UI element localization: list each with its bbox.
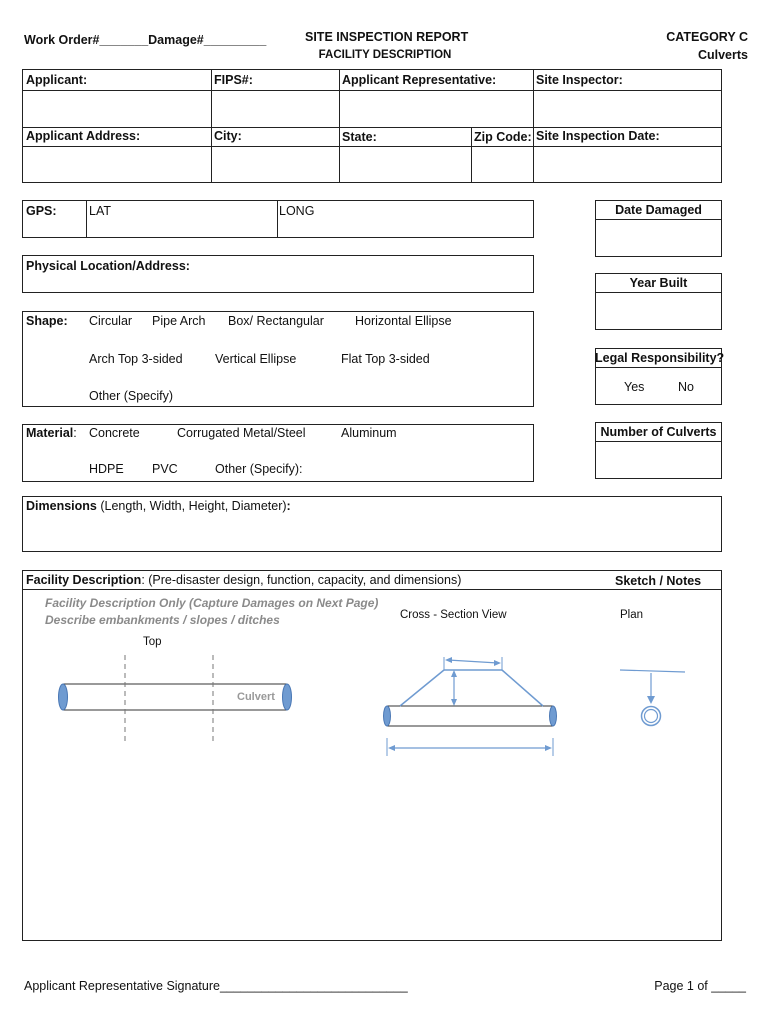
plan-view-sketch: [615, 660, 690, 730]
long-field[interactable]: [277, 218, 533, 237]
sketch-area[interactable]: [24, 590, 720, 939]
applicant-address-field[interactable]: [23, 147, 210, 182]
applicant-representative-signature-line[interactable]: Applicant Representative Signature___________________________: [24, 979, 408, 993]
shape-box-rectangular-option[interactable]: Box/ Rectangular: [228, 314, 324, 328]
physical-location-label: Physical Location/Address:: [26, 259, 190, 273]
zip-code-label: Zip Code:: [474, 130, 532, 144]
state-label: State:: [342, 130, 377, 144]
report-title: SITE INSPECTION REPORT: [305, 30, 469, 44]
shape-circular-option[interactable]: Circular: [89, 314, 133, 328]
site-inspection-date-field[interactable]: [533, 147, 721, 182]
material-pvc-option[interactable]: PVC: [152, 462, 178, 476]
applicant-address-label: Applicant Address:: [26, 129, 141, 143]
page-number: Page 1 of _____: [654, 979, 746, 993]
cross-section-sketch: [378, 640, 563, 760]
material-corrugated-option[interactable]: Corrugated Metal/Steel: [177, 426, 306, 440]
site-inspector-label: Site Inspector:: [536, 73, 623, 87]
legal-responsibility-label: Legal Responsibility?: [595, 351, 725, 365]
dimensions-label: Dimensions (Length, Width, Height, Diameter):: [26, 499, 291, 513]
legal-no-option[interactable]: No: [678, 380, 694, 394]
shape-other-option[interactable]: Other (Specify): [89, 389, 174, 403]
cross-section-view-label: Cross - Section View: [400, 609, 507, 621]
year-built-label: Year Built: [629, 276, 688, 290]
shape-label: Shape:: [26, 314, 68, 328]
site-inspector-field[interactable]: [533, 90, 721, 126]
city-field[interactable]: [211, 147, 338, 182]
material-aluminum-option[interactable]: Aluminum: [341, 426, 397, 440]
fips-field[interactable]: [211, 90, 338, 126]
material-label: Material:: [26, 426, 77, 440]
city-label: City:: [214, 129, 242, 143]
material-hdpe-option[interactable]: HDPE: [89, 462, 124, 476]
plan-label: Plan: [620, 609, 644, 621]
work-order-damage-line[interactable]: Work Order#_______Damage#_________: [24, 33, 267, 47]
facility-description-label: Facility Description: (Pre-disaster design, function, capacity, and dimensions): [26, 573, 462, 587]
applicant-label: Applicant:: [26, 73, 88, 87]
lat-field[interactable]: [86, 218, 276, 237]
category-label: CATEGORY C: [666, 30, 748, 44]
material-other-option[interactable]: Other (Specify):: [215, 462, 303, 476]
report-subtitle: FACILITY DESCRIPTION: [318, 49, 452, 61]
shape-arch-top-option[interactable]: Arch Top 3-sided: [89, 352, 183, 366]
material-concrete-option[interactable]: Concrete: [89, 426, 140, 440]
state-field[interactable]: [339, 147, 470, 182]
shape-pipe-arch-option[interactable]: Pipe Arch: [152, 314, 206, 328]
long-label: LONG: [279, 204, 315, 218]
sketch-notes-label: Sketch / Notes: [615, 574, 702, 588]
category-sub-label: Culverts: [697, 48, 748, 62]
culvert-label: Culvert: [237, 691, 275, 703]
applicant-field[interactable]: [23, 90, 210, 126]
gps-label: GPS:: [26, 204, 57, 218]
number-of-culverts-label: Number of Culverts: [600, 425, 717, 439]
shape-horizontal-ellipse-option[interactable]: Horizontal Ellipse: [355, 314, 452, 328]
date-damaged-label: Date Damaged: [615, 203, 702, 217]
legal-yes-option[interactable]: Yes: [624, 380, 645, 394]
shape-flat-top-option[interactable]: Flat Top 3-sided: [341, 352, 430, 366]
shape-vertical-ellipse-option[interactable]: Vertical Ellipse: [215, 352, 297, 366]
fips-label: FIPS#:: [214, 73, 253, 87]
facility-note-capture-damages: Facility Description Only (Capture Damages on Next Page): [45, 596, 379, 610]
site-inspection-date-label: Site Inspection Date:: [536, 129, 660, 143]
lat-label: LAT: [89, 204, 111, 218]
facility-note-embankments: Describe embankments / slopes / ditches: [45, 613, 280, 627]
zip-code-field[interactable]: [471, 147, 532, 182]
top-view-label: Top: [143, 636, 162, 648]
applicant-representative-field[interactable]: [339, 90, 532, 126]
applicant-representative-label: Applicant Representative:: [342, 73, 497, 87]
